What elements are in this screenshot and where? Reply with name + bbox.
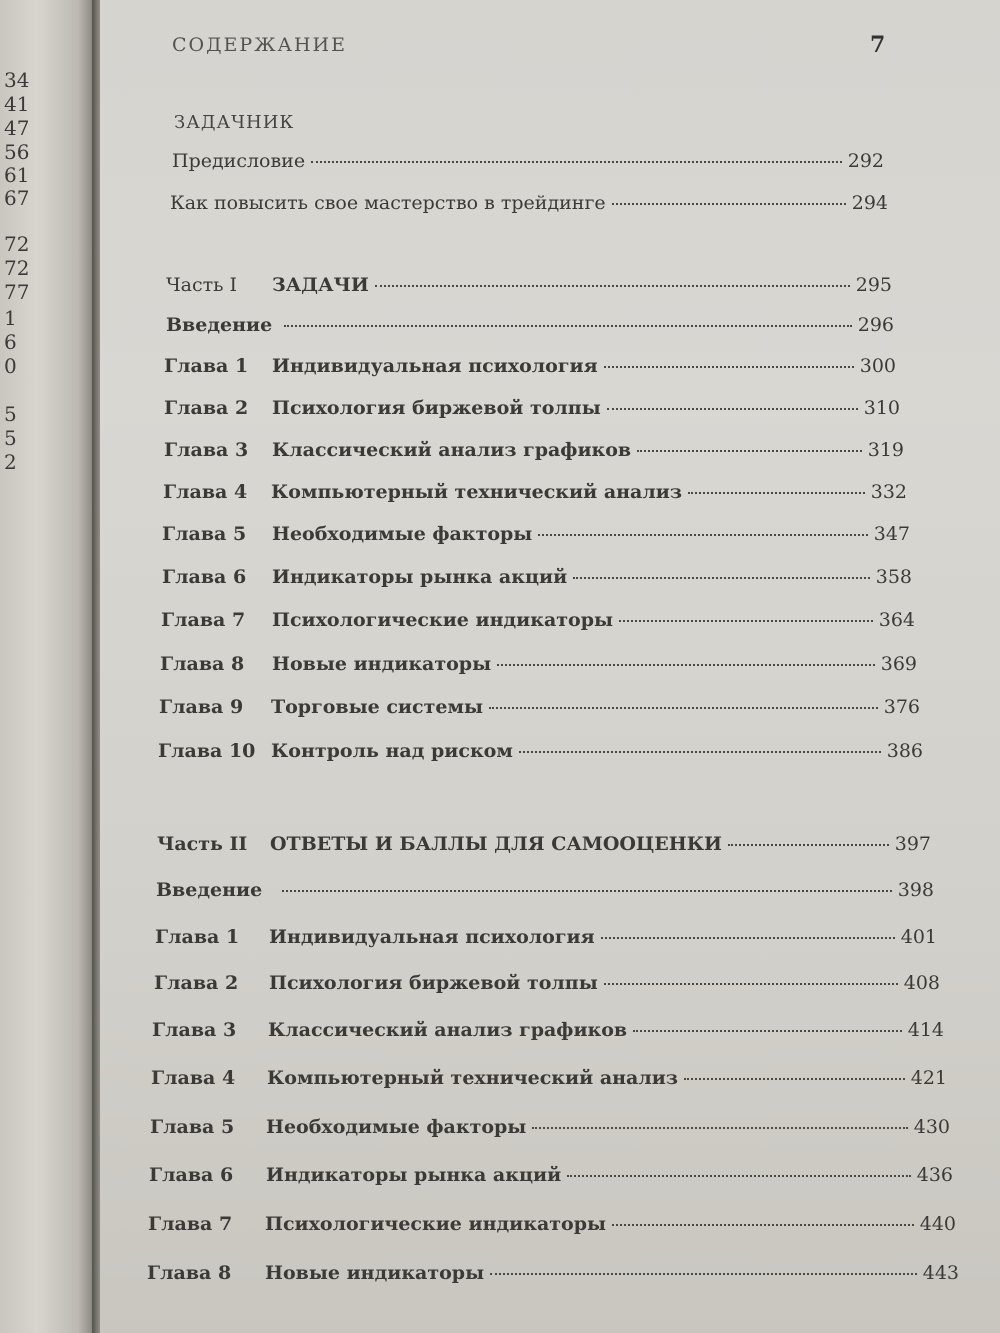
left-page-number: 77 [4,280,30,304]
leader-dots [601,937,895,939]
chapter-title: Психология биржевой толпы [272,397,601,419]
left-page-number: 1 [4,306,17,330]
toc-part-2-intro [156,879,934,901]
leader-dots [490,1273,917,1275]
chapter-page: 386 [886,740,923,762]
toc-chapter-row [164,439,904,461]
part-title: ЗАДАЧИ [272,274,369,296]
chapter-label: Глава 4 [163,481,248,503]
chapter-label: Глава 3 [152,1019,237,1041]
leader-dots [607,408,858,410]
chapter-label: Глава 6 [149,1164,234,1186]
chapter-title: Классический анализ графиков [268,1019,628,1041]
leader-dots [519,751,881,753]
chapter-page: 319 [867,439,904,461]
chapter-title: Классический анализ графиков [272,439,632,461]
leader-dots [573,577,870,579]
chapter-title: Психология биржевой толпы [269,972,598,994]
chapter-page: 414 [907,1019,944,1041]
leader-dots [612,203,846,205]
toc-chapter-row [150,1116,950,1138]
leader-dots [497,664,875,666]
leader-dots [612,1224,914,1226]
left-page-number: 47 [4,116,30,140]
chapter-label: Глава 10 [158,740,256,762]
leader-dots [567,1175,911,1177]
chapter-label: Глава 4 [151,1067,236,1089]
chapter-page: 364 [878,609,915,631]
chapter-page: 300 [859,355,896,377]
toc-chapter-row [152,1019,944,1041]
leader-dots [282,890,892,892]
leader-dots [375,285,850,287]
left-page-number: 72 [4,232,30,256]
part-label: Часть II [157,833,248,855]
chapter-page: 310 [863,397,900,419]
chapter-label: Глава 7 [148,1213,233,1235]
leader-dots [311,161,842,163]
leader-dots [728,844,889,846]
section-title: ЗАДАЧНИК [174,112,295,133]
left-page-number: 5 [4,402,17,426]
left-page-number: 0 [4,354,17,378]
chapter-page: 436 [916,1164,953,1186]
toc-chapter-row [159,696,920,718]
contents-page [100,0,1000,1333]
leader-dots [688,492,865,494]
chapter-page: 369 [880,653,917,675]
chapter-page: 332 [870,481,907,503]
intro-page: 296 [857,314,894,336]
leader-dots [619,620,873,622]
chapter-label: Глава 5 [162,523,247,545]
chapter-label: Глава 6 [162,566,247,588]
left-page-number: 5 [4,426,17,450]
toc-entry-page: 294 [851,192,888,214]
leader-dots [633,1030,902,1032]
chapter-page: 401 [900,926,937,948]
running-head: СОДЕРЖАНИЕ [172,34,347,56]
chapter-label: Глава 5 [150,1116,235,1138]
part-page: 295 [855,274,892,296]
chapter-label: Глава 1 [155,926,240,948]
left-page-number: 61 [4,163,30,187]
chapter-label: Глава 9 [159,696,244,718]
leader-dots [489,707,878,709]
chapter-title: Компьютерный технический анализ [271,481,682,503]
chapter-page: 421 [910,1067,947,1089]
chapter-page: 443 [922,1262,959,1284]
part-label: Часть I [166,274,238,296]
left-page-number: 41 [4,92,30,116]
chapter-title: Новые индикаторы [272,653,492,675]
left-page-number: 2 [4,450,17,474]
toc-chapter-row [158,740,923,762]
toc-chapter-row [162,566,912,588]
toc-chapter-row [155,926,937,948]
toc-chapter-row [162,523,910,545]
toc-chapter-row [151,1067,947,1089]
leader-dots [604,983,898,985]
chapter-title: Необходимые факторы [272,523,533,545]
chapter-title: Индивидуальная психология [269,926,595,948]
intro-page: 398 [897,879,934,901]
toc-entry-title: Предисловие [172,150,306,172]
intro-label: Введение [156,879,263,901]
chapter-label: Глава 7 [161,609,246,631]
chapter-label: Глава 2 [164,397,249,419]
leader-dots [538,534,867,536]
chapter-title: Индикаторы рынка акций [266,1164,562,1186]
toc-chapter-row [164,397,900,419]
toc-chapter-row [149,1164,953,1186]
left-page-number: 34 [4,68,30,92]
chapter-title: Психологические индикаторы [265,1213,607,1235]
chapter-title: Индикаторы рынка акций [272,566,568,588]
toc-part-2 [157,833,931,855]
toc-chapter-row [148,1213,956,1235]
chapter-page: 408 [903,972,940,994]
chapter-label: Глава 2 [154,972,239,994]
toc-chapter-row [154,972,940,994]
toc-entry-title: Как повысить свое мастерство в трейдинге [170,192,606,214]
chapter-title: Индивидуальная психология [272,355,598,377]
chapter-label: Глава 8 [160,653,245,675]
toc-entry-mastery [170,192,888,214]
leader-dots [637,450,862,452]
leader-dots [604,366,854,368]
chapter-title: Необходимые факторы [266,1116,527,1138]
leader-dots [284,325,852,327]
left-page-number: 6 [4,330,17,354]
left-page-number: 72 [4,256,30,280]
chapter-page: 358 [875,566,912,588]
toc-entry-page: 292 [847,150,884,172]
intro-label: Введение [166,314,273,336]
chapter-page: 440 [919,1213,956,1235]
toc-part-1 [166,274,892,296]
chapter-title: Компьютерный технический анализ [267,1067,678,1089]
chapter-label: Глава 3 [164,439,249,461]
toc-entry-preface [172,150,884,172]
left-page-number: 56 [4,140,30,164]
page-number: 7 [870,32,886,58]
chapter-label: Глава 1 [164,355,249,377]
chapter-page: 347 [873,523,910,545]
left-page-edge [0,0,92,1333]
chapter-title: Торговые системы [271,696,484,718]
leader-dots [532,1127,907,1129]
chapter-label: Глава 8 [147,1262,232,1284]
left-page-number: 67 [4,186,30,210]
chapter-title: Психологические индикаторы [272,609,614,631]
part-title: ОТВЕТЫ И БАЛЛЫ ДЛЯ САМООЦЕНКИ [270,833,722,855]
toc-chapter-row [161,609,915,631]
toc-chapter-row [147,1262,959,1284]
chapter-title: Новые индикаторы [265,1262,485,1284]
chapter-title: Контроль над риском [271,740,513,762]
part-page: 397 [894,833,931,855]
toc-chapter-row [164,355,896,377]
chapter-page: 376 [883,696,920,718]
toc-chapter-row [160,653,917,675]
toc-part-1-intro [166,314,894,336]
leader-dots [684,1078,905,1080]
chapter-page: 430 [913,1116,950,1138]
toc-chapter-row [163,481,907,503]
